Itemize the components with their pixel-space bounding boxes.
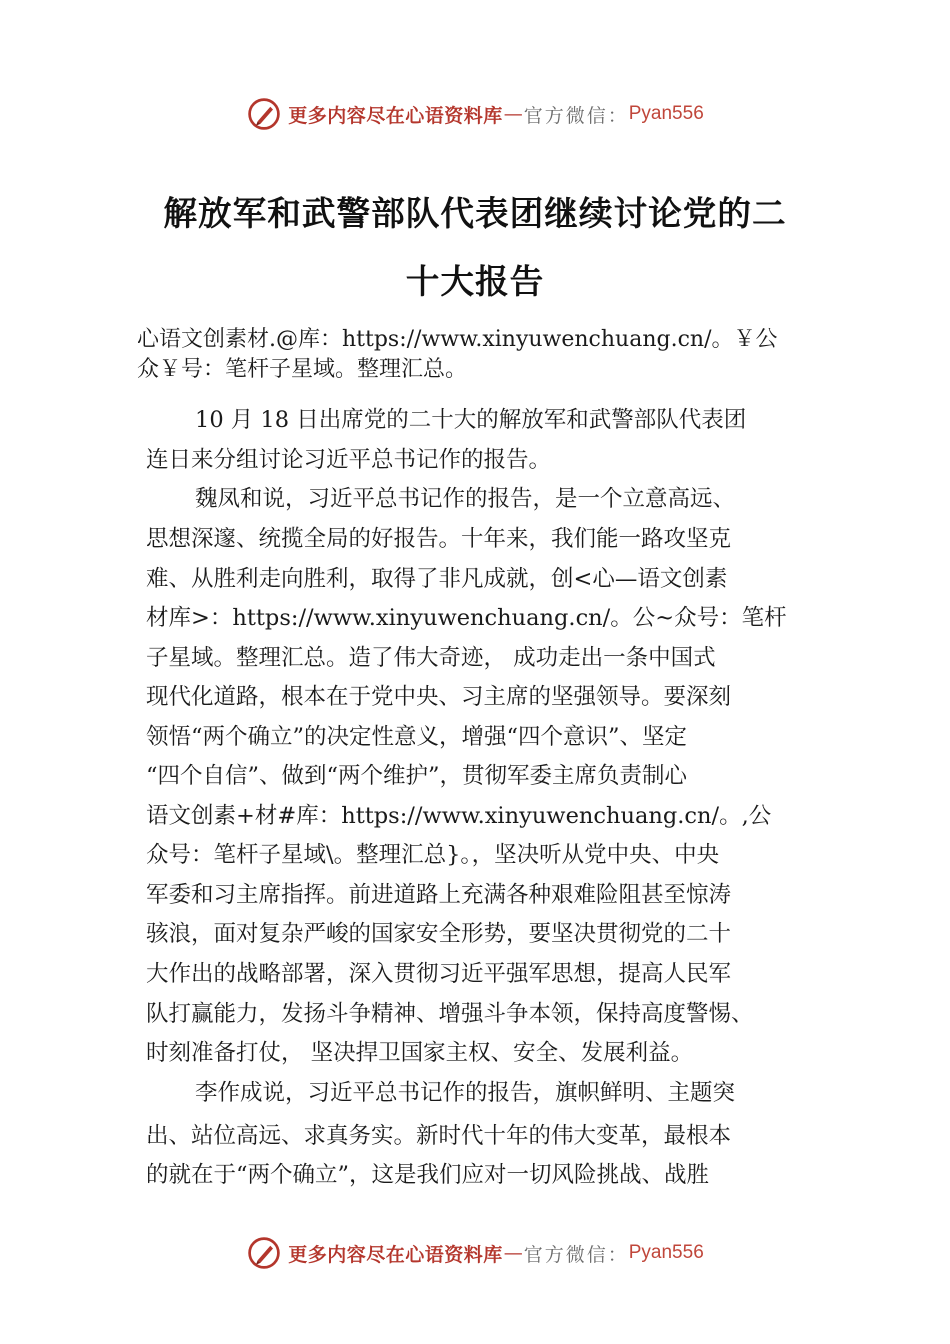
document-title-line-1: 解放军和武警部队代表团继续讨论党的二 (163, 193, 787, 233)
body-line: 子星域。整理汇总。造了伟大奇迹， 成功走出一条中国式 (146, 645, 716, 671)
body-line: 语文创素+材#库：https://www.xinyuwenchuang.cn/。,公 (146, 803, 772, 829)
body-line: “四个自信”、做到“两个维护”，贯彻军委主席负责制心 (146, 763, 688, 789)
body-line: 难、从胜利走向胜利，取得了非凡成就，创<心—语文创素 (146, 566, 728, 592)
watermark-dash: — (503, 1242, 523, 1264)
body-line: 的就在于“两个确立”，这是我们应对一切风险挑战、战胜 (146, 1162, 710, 1188)
body-line: 出、站位高远、求真务实。新时代十年的伟大变革，最根本 (146, 1123, 732, 1149)
body-line: 材库>：https://www.xinyuwenchuang.cn/。公~众号：笔杆 (146, 605, 787, 631)
pen-logo-icon (246, 1235, 282, 1271)
footer-watermark (0, 1233, 950, 1273)
body-line: 李作成说，习近平总书记作的报告，旗帜鲜明、主题突 (195, 1080, 736, 1106)
document-title-line-2: 十大报告 (405, 261, 545, 301)
header-watermark (0, 94, 950, 134)
source-note-line: 心语文创素材.@库：https://www.xinyuwenchuang.cn/。￥公 (137, 327, 778, 352)
pen-logo-icon (246, 96, 282, 132)
body-line: 连日来分组讨论习近平总书记作的报告。 (146, 447, 552, 473)
watermark-wechat-id: Pyan556 (628, 103, 704, 124)
body-line: 骇浪，面对复杂严峻的国家安全形势，要坚决贯彻党的二十 (146, 921, 732, 947)
body-line: 大作出的战略部署，深入贯彻习近平强军思想，提高人民军 (146, 961, 732, 987)
body-line: 领悟“两个确立”的决定性意义，增强“四个意识”、坚定 (146, 724, 688, 750)
watermark-dash: — (503, 103, 523, 125)
body-line: 众号：笔杆子星域\。整理汇总}。，坚决听从党中央、中央 (146, 842, 720, 868)
body-line: 时刻准备打仗， 坚决捍卫国家主权、安全、发展利益。 (146, 1040, 694, 1066)
body-line: 魏凤和说，习近平总书记作的报告，是一个立意高远、 (195, 486, 736, 512)
body-line: 军委和习主席指挥。前进道路上充满各种艰难险阻甚至惊涛 (146, 882, 732, 908)
watermark-wechat-label: 官方微信： (523, 1243, 629, 1266)
body-line: 思想深邃、统揽全局的好报告。十年来，我们能一路攻坚克 (146, 526, 732, 552)
body-line: 10 月 18 日出席党的二十大的解放军和武警部队代表团 (195, 407, 747, 433)
body-line: 现代化道路，根本在于党中央、习主席的坚强领导。要深刻 (146, 684, 732, 710)
watermark-main-text: 更多内容尽在心语资料库 (288, 104, 503, 127)
watermark-wechat-id: Pyan556 (628, 1242, 704, 1263)
watermark-wechat-label: 官方微信： (523, 104, 629, 127)
watermark-main-text: 更多内容尽在心语资料库 (288, 1243, 503, 1266)
body-line: 队打赢能力，发扬斗争精神、增强斗争本领，保持高度警惕、 (146, 1001, 754, 1027)
source-note-line: 众￥号：笔杆子星域。整理汇总。 (137, 357, 468, 382)
